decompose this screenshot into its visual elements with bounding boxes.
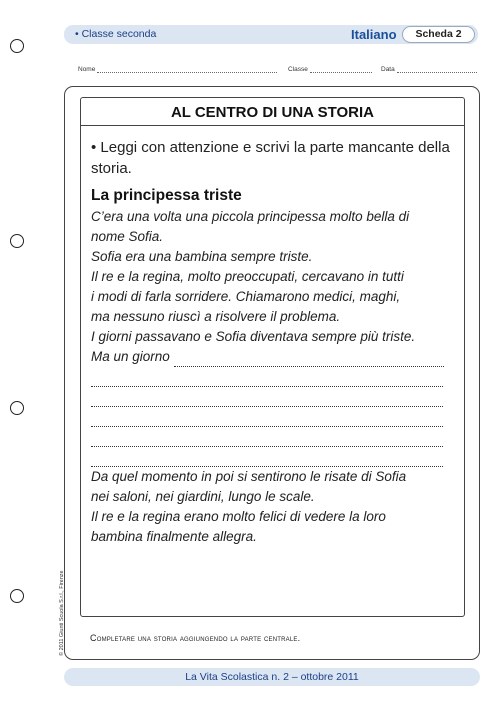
story-line: i modi di farla sorridere. Chiamarono medici, maghi, bbox=[91, 289, 401, 304]
story-ending-line: Da quel momento in poi si sentirono le risate di Sofia bbox=[91, 469, 407, 484]
subject-label: Italiano bbox=[351, 27, 397, 42]
story-line: I giorni passavano e Sofia diventava sempre più triste. bbox=[91, 329, 416, 344]
story-text bbox=[91, 207, 463, 547]
story-line: Sofia era una bambina sempre triste. bbox=[91, 249, 313, 264]
student-fields bbox=[78, 65, 478, 77]
sheet-badge: Scheda 2 bbox=[402, 26, 475, 43]
date-field[interactable]: Data bbox=[381, 65, 477, 73]
publication-footer: La Vita Scolastica n. 2 – ottobre 2011 bbox=[64, 668, 480, 686]
name-field[interactable]: Nome bbox=[78, 65, 277, 73]
story-line: ma nessuno riuscì a risolvere il problema. bbox=[91, 309, 341, 324]
grade-label: • Classe seconda bbox=[75, 28, 157, 40]
answer-line-1[interactable] bbox=[91, 347, 463, 367]
answer-line-6[interactable] bbox=[91, 447, 463, 467]
activity-footnote: Completare una storia aggiungendo la parte centrale. bbox=[90, 633, 301, 643]
class-field[interactable]: Classe bbox=[288, 65, 372, 73]
copyright-notice: © 2011 Giunti Scuola S.r.l., Firenze bbox=[59, 570, 65, 656]
blank-lead: Ma un giorno bbox=[91, 349, 170, 364]
worksheet-box bbox=[80, 97, 465, 617]
answer-line-2[interactable] bbox=[91, 367, 463, 387]
header-bar bbox=[64, 25, 478, 44]
binder-hole-3 bbox=[10, 401, 24, 415]
binder-hole-2 bbox=[10, 234, 24, 248]
story-ending-line: nei saloni, nei giardini, lungo le scale. bbox=[91, 489, 315, 504]
answer-line-5[interactable] bbox=[91, 427, 463, 447]
binder-hole-1 bbox=[10, 39, 24, 53]
binder-hole-4 bbox=[10, 589, 24, 603]
answer-line-4[interactable] bbox=[91, 407, 463, 427]
title-divider bbox=[81, 125, 464, 126]
story-ending-line: bambina finalmente allegra. bbox=[91, 529, 257, 544]
story-line: nome Sofia. bbox=[91, 229, 164, 244]
story-line: Il re e la regina, molto preoccupati, cercavano in tutti bbox=[91, 269, 404, 284]
answer-line-3[interactable] bbox=[91, 387, 463, 407]
story-ending-line: Il re e la regina erano molto felici di vedere la loro bbox=[91, 509, 386, 524]
instruction-text: • Leggi con attenzione e scrivi la parte mancante della storia. bbox=[91, 139, 450, 177]
story-line: C’era una volta una piccola principessa molto bella di bbox=[91, 209, 410, 224]
worksheet-title: AL CENTRO DI UNA STORIA bbox=[170, 104, 375, 121]
story-title: La principessa triste bbox=[91, 187, 242, 204]
